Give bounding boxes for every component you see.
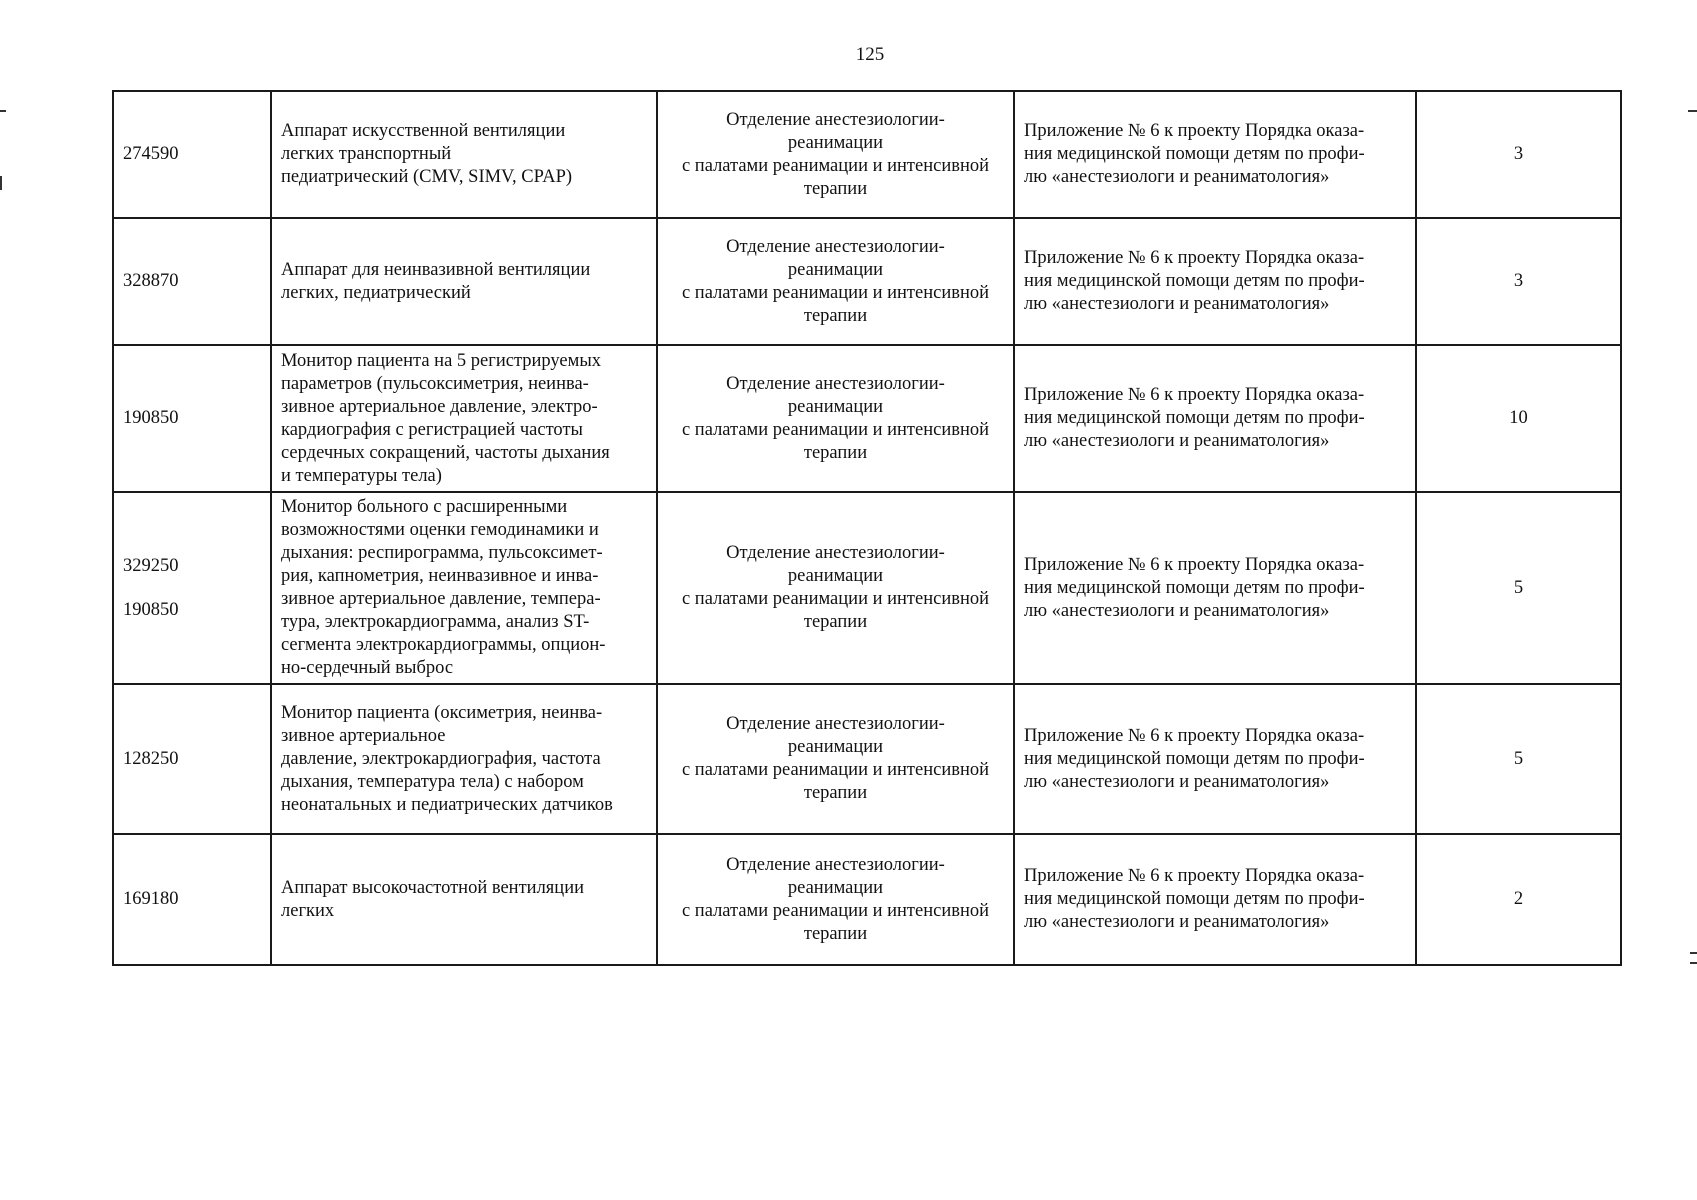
equipment-code-cell-line: 190850	[123, 408, 179, 428]
equipment-code-cell-line: 328870	[123, 271, 179, 291]
scan-edge-mark	[1690, 952, 1697, 954]
scan-edge-mark	[1690, 962, 1697, 964]
reference-cell-line: лю «анестезиологи и реаниматология»	[1024, 294, 1330, 314]
department-cell-line: реанимации	[787, 132, 884, 153]
equipment-code-cell-line: 274590	[123, 144, 179, 164]
table-row	[113, 684, 1621, 834]
department-cell-line: с палатами реанимации и интенсивной	[681, 760, 990, 780]
table-row	[113, 345, 1621, 492]
equipment-name-cell-line: давление, электрокардиография, частота	[281, 748, 601, 769]
equipment-code-cell-line: 128250	[123, 748, 179, 769]
department-cell-line: терапии	[803, 923, 868, 944]
reference-cell	[1014, 345, 1416, 492]
department-cell	[657, 345, 1014, 492]
department-cell-line: терапии	[803, 612, 868, 632]
equipment-name-cell-line: тура, электрокардиограмма, анализ ST-	[281, 612, 590, 632]
scan-edge-mark	[1688, 110, 1697, 112]
reference-cell-line: ния медицинской помощи детям по профи-	[1024, 577, 1365, 598]
equipment-name-cell	[271, 684, 657, 834]
equipment-code-cell	[113, 834, 271, 965]
department-cell	[657, 218, 1014, 345]
equipment-name-cell	[271, 834, 657, 965]
quantity-cell: 10	[1416, 345, 1621, 492]
scan-edge-mark	[0, 176, 2, 190]
equipment-name-cell-line: но-сердечный выброс	[281, 658, 454, 678]
quantity-cell: 5	[1416, 492, 1621, 684]
department-cell-line: реанимации	[787, 259, 884, 280]
equipment-code-cell	[113, 345, 271, 492]
equipment-name-cell-line: Монитор пациента (оксиметрия, неинва-	[281, 702, 603, 723]
equipment-name-cell	[271, 492, 657, 684]
reference-cell-line: лю «анестезиологи и реаниматология»	[1024, 912, 1330, 932]
reference-cell-line: лю «анестезиологи и реаниматология»	[1024, 431, 1330, 451]
equipment-code-cell	[113, 492, 271, 684]
reference-cell-line: Приложение № 6 к проекту Порядка оказа-	[1024, 554, 1365, 575]
reference-cell-line: лю «анестезиологи и реаниматология»	[1024, 600, 1330, 621]
department-cell-line: терапии	[803, 305, 868, 326]
equipment-name-cell-line: легких транспортный	[281, 144, 452, 164]
equipment-table-body	[113, 91, 1621, 965]
equipment-code-cell	[113, 91, 271, 218]
department-cell-line: терапии	[803, 178, 868, 199]
equipment-name-cell-line: сегмента электрокардиограммы, опцион-	[281, 635, 606, 655]
reference-cell	[1014, 91, 1416, 218]
equipment-name-cell-line: и температуры тела)	[281, 465, 442, 486]
reference-cell-line: лю «анестезиологи и реаниматология»	[1024, 167, 1330, 187]
department-cell	[657, 684, 1014, 834]
reference-cell-line: Приложение № 6 к проекту Порядка оказа-	[1024, 385, 1365, 405]
department-cell-line: Отделение анестезиологии-	[726, 373, 945, 394]
table-row	[113, 834, 1621, 965]
equipment-name-cell-line: неонатальных и педиатрических датчиков	[281, 794, 613, 815]
reference-cell-line: Приложение № 6 к проекту Порядка оказа-	[1024, 866, 1365, 886]
reference-cell-line: Приложение № 6 к проекту Порядка оказа-	[1024, 121, 1365, 141]
reference-cell-line: лю «анестезиологи и реаниматология»	[1024, 771, 1330, 792]
table-row	[113, 218, 1621, 345]
reference-cell	[1014, 492, 1416, 684]
equipment-table	[112, 90, 1622, 966]
equipment-name-cell	[271, 91, 657, 218]
equipment-name-cell-line: возможностями оценки гемодинамики и	[281, 520, 599, 540]
quantity-cell: 3	[1416, 91, 1621, 218]
equipment-name-cell-line: зивное артериальное давление, темпера-	[281, 589, 601, 609]
equipment-code-cell	[113, 218, 271, 345]
table-row	[113, 91, 1621, 218]
department-cell	[657, 834, 1014, 965]
equipment-code-cell-line: 169180	[123, 889, 179, 909]
department-cell-line: с палатами реанимации и интенсивной	[681, 900, 990, 921]
department-cell-line: с палатами реанимации и интенсивной	[681, 155, 990, 176]
department-cell-line: реанимации	[787, 877, 884, 898]
equipment-code-cell-line: 190850	[123, 599, 179, 620]
equipment-name-cell-line: зивное артериальное	[281, 725, 446, 746]
department-cell-line: Отделение анестезиологии-	[726, 714, 945, 734]
equipment-code-cell-line: 329250	[123, 555, 179, 576]
reference-cell-line: Приложение № 6 к проекту Порядка оказа-	[1024, 725, 1365, 746]
department-cell-line: Отделение анестезиологии-	[726, 854, 945, 875]
department-cell-line: терапии	[803, 783, 868, 803]
reference-cell	[1014, 218, 1416, 345]
department-cell-line: реанимации	[787, 396, 884, 417]
department-cell-line: с палатами реанимации и интенсивной	[681, 589, 990, 609]
equipment-name-cell-line: Аппарат искусственной вентиляции	[281, 121, 566, 141]
equipment-name-cell-line: Монитор пациента на 5 регистрируемых	[281, 350, 602, 371]
page-number: 125	[855, 44, 885, 65]
quantity-cell: 2	[1416, 834, 1621, 965]
department-cell	[657, 91, 1014, 218]
department-cell-line: терапии	[803, 442, 868, 463]
equipment-name-cell-line: параметров (пульсоксиметрия, неинва-	[281, 373, 589, 394]
equipment-name-cell-line: рия, капнометрия, неинвазивное и инва-	[281, 566, 599, 586]
quantity-cell: 3	[1416, 218, 1621, 345]
reference-cell	[1014, 684, 1416, 834]
table-row	[113, 492, 1621, 684]
department-cell-line: реанимации	[787, 566, 884, 586]
department-cell	[657, 492, 1014, 684]
equipment-name-cell	[271, 218, 657, 345]
equipment-code-cell	[113, 684, 271, 834]
equipment-name-cell-line: педиатрический (CMV, SIMV, CPAP)	[281, 167, 573, 187]
reference-cell-line: ния медицинской помощи детям по профи-	[1024, 889, 1365, 909]
department-cell-line: Отделение анестезиологии-	[726, 109, 945, 130]
equipment-name-cell-line: Аппарат высокочастотной вентиляции	[281, 877, 585, 898]
reference-cell	[1014, 834, 1416, 965]
reference-cell-line: ния медицинской помощи детям по профи-	[1024, 271, 1365, 291]
scan-edge-mark	[0, 110, 6, 112]
equipment-name-cell-line: сердечных сокращений, частоты дыхания	[281, 442, 610, 463]
equipment-name-cell-line: зивное артериальное давление, электро-	[281, 396, 598, 417]
department-cell-line: с палатами реанимации и интенсивной	[681, 419, 990, 440]
equipment-name-cell-line: легких, педиатрический	[281, 282, 471, 303]
equipment-name-cell	[271, 345, 657, 492]
equipment-name-cell-line: легких	[281, 900, 335, 921]
equipment-name-cell-line: дыхания, температура тела) с набором	[281, 771, 584, 792]
department-cell-line: реанимации	[787, 737, 884, 757]
department-cell-line: с палатами реанимации и интенсивной	[681, 282, 990, 303]
department-cell-line: Отделение анестезиологии-	[726, 543, 945, 563]
reference-cell-line: ния медицинской помощи детям по профи-	[1024, 408, 1365, 428]
equipment-name-cell-line: дыхания: респирограмма, пульсоксимет-	[281, 543, 603, 563]
reference-cell-line: ния медицинской помощи детям по профи-	[1024, 144, 1365, 164]
equipment-name-cell-line: кардиография с регистрацией частоты	[281, 419, 583, 440]
equipment-name-cell-line: Аппарат для неинвазивной вентиляции	[281, 259, 591, 280]
equipment-name-cell-line: Монитор больного с расширенными	[281, 497, 568, 517]
department-cell-line: Отделение анестезиологии-	[726, 236, 945, 257]
reference-cell-line: ния медицинской помощи детям по профи-	[1024, 748, 1365, 769]
reference-cell-line: Приложение № 6 к проекту Порядка оказа-	[1024, 248, 1365, 268]
quantity-cell: 5	[1416, 684, 1621, 834]
